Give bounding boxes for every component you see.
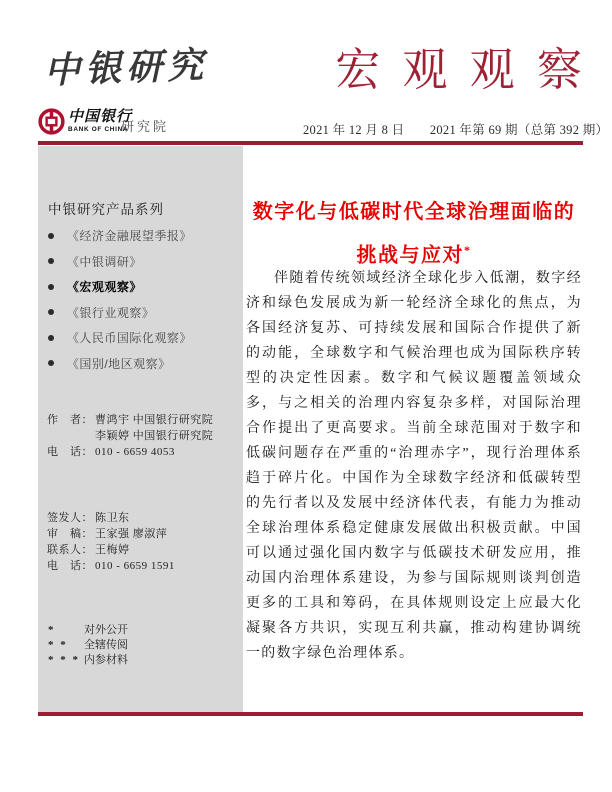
meta-label: 作 者：: [47, 414, 93, 426]
meta-value: 李颖婷 中国银行研究院: [95, 430, 214, 442]
note-label: 对外公开: [84, 624, 128, 636]
article-title: [246, 193, 582, 275]
classification-notes: [48, 623, 128, 668]
series-item: [48, 304, 192, 321]
contacts-block: [47, 510, 175, 574]
note-stars: * *: [48, 639, 68, 651]
bullet-icon: [48, 284, 54, 290]
meta-row: [47, 412, 213, 428]
meta-label: 电 话：: [47, 446, 93, 458]
meta-row: [47, 558, 175, 574]
footer-rule: [38, 712, 583, 716]
series-item-label: 《国别/地区观察》: [66, 356, 171, 371]
note-row: [48, 623, 128, 638]
department-label: 研究院: [121, 119, 170, 134]
meta-value: 010 - 6659 1591: [95, 560, 175, 572]
publication-title: 宏 观 观 察: [335, 45, 583, 95]
series-item-label: 《人民币国际化观察》: [66, 331, 192, 345]
meta-row: [47, 526, 175, 542]
meta-label: 联系人：: [47, 544, 93, 556]
bullet-icon: [48, 233, 54, 239]
note-row: [48, 638, 128, 653]
series-item-current: [48, 278, 192, 295]
org-name-cn: 中国银行: [68, 109, 133, 125]
meta-value: 曹鸿宇 中国银行研究院: [95, 414, 214, 426]
bank-of-china-logo-icon: [38, 108, 65, 135]
meta-label: 签发人：: [47, 512, 93, 524]
series-item: [48, 253, 192, 270]
bullet-icon: [48, 360, 54, 366]
article-title-line1: 数字化与低碳时代全球治理面临的: [252, 201, 576, 223]
issue-date: 2021 年 12 月 8 日: [303, 123, 405, 137]
meta-label: [47, 428, 95, 444]
bullet-icon: [48, 258, 54, 264]
authors-block: [47, 412, 213, 460]
note-label: 内参材料: [84, 654, 128, 666]
article-abstract: 伴随着传统领域经济全球化步入低潮，数字经济和绿色发展成为新一轮经济全球化的焦点，为各国经济复苏、可持续发展和国际合作提供了新的动能，全球数字和气候治理也成为国际秩序转型的决定性因素。数字和气候议题覆盖领域众多，与之相关的治理内容复杂多样，对国际治理合作提出了更高要求。当前全球范围对于数字和低碳问题存在严重的“治理赤字”，现行治理体系趋于碎片化。中国作为全球数字经济和低碳转型的先行者以及发展中经济体代表，有能力为推动全球治理体系稳定健康发展做出积极贡献。中国可以通过强化国内数字与低碳技术研发应用，推动国内治理体系建设，为参与国际规则谈判创造更多的工具和筹码，在具体规则设定上应最大化凝聚各方共识，实现互利共赢，推动构建协调统一的数字绿色治理体系。: [246, 271, 582, 661]
note-label: 全辖传阅: [84, 639, 128, 651]
issue-info: [303, 120, 608, 138]
series-item-label: 《银行业观察》: [66, 305, 155, 320]
bullet-icon: [48, 335, 54, 341]
meta-label: 审 稿：: [47, 528, 93, 540]
brand-calligraphy: 中银研究: [43, 44, 209, 92]
meta-value: 陈卫东: [95, 512, 130, 524]
meta-value: 010 - 6659 4053: [95, 446, 175, 458]
meta-row: [47, 428, 213, 444]
series-item-label: 《经济金融展望季报》: [66, 229, 192, 243]
meta-label: 电 话：: [47, 560, 93, 572]
note-stars: * * *: [48, 654, 80, 666]
bullet-icon: [48, 309, 54, 315]
series-title: 中银研究产品系列: [48, 202, 164, 217]
series-item: [48, 227, 192, 244]
series-item: [48, 329, 192, 346]
series-item-label: 《中银调研》: [66, 254, 142, 269]
org-name-en: BANK OF CHINA: [68, 126, 129, 133]
meta-row: [47, 510, 175, 526]
series-item-label: 《宏观观察》: [66, 280, 142, 294]
title-footnote-marker: *: [464, 243, 472, 257]
issue-number: 2021 年第 69 期（总第 392 期）: [429, 123, 609, 137]
meta-value: 王家强 廖淑萍: [95, 528, 168, 540]
header-rule: [38, 141, 583, 145]
meta-row: [47, 542, 175, 558]
meta-row: [47, 444, 213, 460]
note-row: [48, 653, 128, 668]
sidebar: [38, 146, 243, 712]
series-item: [48, 355, 192, 372]
article-title-line2: 挑战与应对: [356, 244, 464, 267]
note-stars: *: [48, 624, 56, 636]
meta-value: 王梅婷: [95, 544, 130, 556]
series-list: [48, 227, 192, 380]
